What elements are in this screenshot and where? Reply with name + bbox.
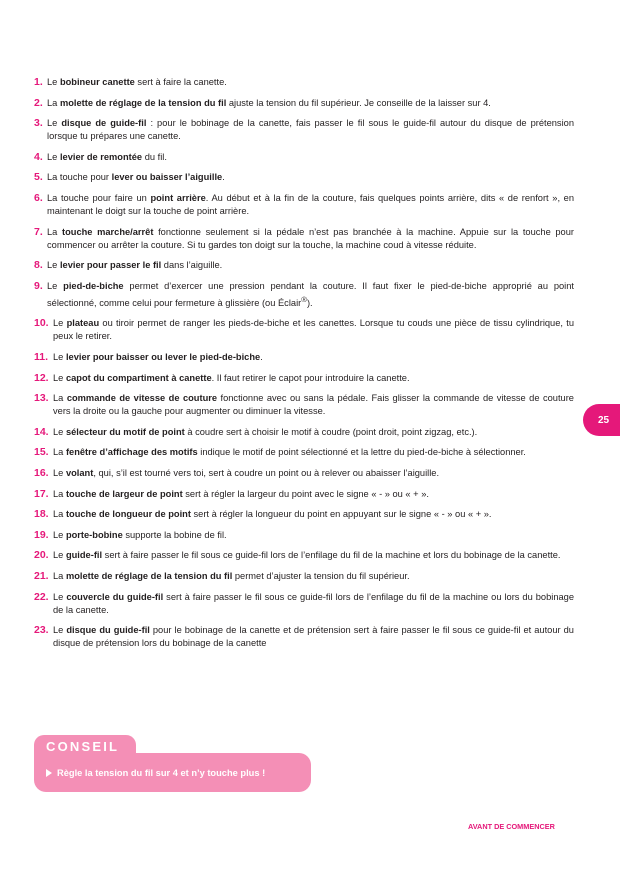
item-text: La molette de réglage de la tension du fil permet d’ajuster la tension du fil supérieur. <box>53 570 410 581</box>
item-number: 8. <box>34 259 43 272</box>
item-text: Le levier pour passer le fil dans l’aiguille. <box>47 260 223 271</box>
item-text: Le plateau ou tiroir permet de ranger les pieds-de-biche et les canettes. Lorsque tu couds une pièce de tissu cylindrique, tu peux le retirer. <box>53 318 574 342</box>
item-number: 14. <box>34 425 49 438</box>
item-number: 12. <box>34 371 49 384</box>
item-text: Le levier pour baisser ou lever le pied-de-biche. <box>53 352 263 363</box>
item-number: 10. <box>34 317 49 330</box>
item-text: Le sélecteur du motif de point à coudre sert à choisir le motif à coudre (point droit, point zigzag, etc.). <box>53 426 478 437</box>
item-number: 4. <box>34 150 43 163</box>
list-item <box>34 508 574 521</box>
item-text: Le disque de guide-fil : pour le bobinage de la canette, fais passer le fil sous le guide-fil autour du disque de prétension lorsque tu prépares une canette. <box>47 118 574 142</box>
item-number: 9. <box>34 279 43 292</box>
item-text: Le pied-de-biche permet d’exercer une pression pendant la couture. Il faut fixer le pied-de-biche approprié au point sélectionné, comme celui pour fermeture à glissière (ou Éclair®). <box>47 280 574 308</box>
item-text: Le couvercle du guide-fil sert à faire passer le fil sous ce guide-fil lors de l’enfilage du fil de la machine ou lors du bobinage de la canette. <box>53 591 574 615</box>
list-item <box>34 570 574 583</box>
item-text: La touche de largeur de point sert à régler la largeur du point avec le signe « - » ou « + ». <box>53 488 429 499</box>
item-text: Le porte-bobine supporte la bobine de fil. <box>53 529 227 540</box>
list-item <box>34 529 574 542</box>
item-text: La touche pour faire un point arrière. Au début et à la fin de la couture, fais quelques points arrière, dits « de renfort », en maintenant le doigt sur la touche de point arrière. <box>47 192 574 216</box>
list-item <box>34 97 574 110</box>
list-item <box>34 392 574 418</box>
item-text: Le volant, qui, s’il est tourné vers toi, sert à coudre un point ou à relever ou abaisser l’aiguille. <box>53 468 440 478</box>
item-text: Le disque du guide-fil pour le bobinage de la canette et de prétension sert à faire passer le fil sous ce guide-fil et autour du disque de prétension lors du bobinage de la canette <box>53 625 574 649</box>
list-item <box>34 549 574 562</box>
item-number: 21. <box>34 569 49 582</box>
list-item <box>34 117 574 143</box>
list-item <box>34 351 574 364</box>
item-number: 6. <box>34 191 43 204</box>
item-number: 17. <box>34 487 49 500</box>
section-footer: AVANT DE COMMENCER <box>468 822 555 831</box>
item-text: Le levier de remontée du fil. <box>47 151 167 162</box>
item-text: La touche pour lever ou baisser l’aiguille. <box>47 172 225 183</box>
list-item <box>34 467 574 480</box>
list-item <box>34 317 574 343</box>
list-item <box>34 488 574 501</box>
item-number: 22. <box>34 590 49 603</box>
item-number: 13. <box>34 392 49 405</box>
list-item <box>34 280 574 310</box>
item-text: Le capot du compartiment à canette. Il faut retirer le capot pour introduire la canette. <box>53 372 410 383</box>
list-item <box>34 624 574 650</box>
conseil-label: CONSEIL <box>34 735 136 757</box>
item-number: 20. <box>34 549 49 562</box>
item-number: 16. <box>34 467 49 479</box>
item-number: 7. <box>34 225 43 238</box>
item-number: 15. <box>34 446 49 459</box>
item-number: 1. <box>34 76 43 88</box>
parts-list <box>34 76 574 658</box>
arrow-right-icon <box>46 769 52 777</box>
list-item <box>34 259 574 272</box>
list-item <box>34 76 574 89</box>
item-text: La touche de longueur de point sert à régler la longueur du point en appuyant sur le signe « - » ou « + ». <box>53 509 492 520</box>
list-item <box>34 372 574 385</box>
item-text: La molette de réglage de la tension du fil ajuste la tension du fil supérieur. Je conseille de la laisser sur 4. <box>47 97 491 108</box>
item-number: 2. <box>34 96 43 109</box>
item-text: La fenêtre d’affichage des motifs indique le motif de point sélectionné et la lettre du pied-de-biche à sélectionner. <box>53 447 526 458</box>
list-item <box>34 151 574 164</box>
item-number: 19. <box>34 528 49 541</box>
page-number-tab <box>583 404 620 436</box>
list-item <box>34 226 574 252</box>
item-number: 18. <box>34 508 49 521</box>
item-number: 5. <box>34 171 43 184</box>
list-item <box>34 426 574 439</box>
list-item <box>34 446 574 459</box>
item-text: Le bobineur canette sert à faire la canette. <box>47 77 227 87</box>
list-item <box>34 192 574 218</box>
item-text: Le guide-fil sert à faire passer le fil sous ce guide-fil lors de l’enfilage du fil de la machine et lors du bobinage de la canette. <box>53 550 561 561</box>
item-text: La commande de vitesse de couture fonctionne avec ou sans la pédale. Fais glisser la commande de vitesse de couture vers la droite ou la gauche pour augmenter ou diminuer la vitesse. <box>53 393 574 417</box>
conseil-box <box>34 753 311 792</box>
item-number: 11. <box>34 351 49 364</box>
item-text: La touche marche/arrêt fonctionne seulement si la pédale n’est pas branchée à la machine. Appuie sur la touche pour commencer ou arrêter la couture. Si tu gardes ton doigt sur la touche, la machine coud à vitesse réduite. <box>47 226 574 250</box>
item-number: 3. <box>34 117 43 130</box>
list-item <box>34 591 574 617</box>
list-item <box>34 171 574 184</box>
page-number: 25 <box>597 414 610 426</box>
item-number: 23. <box>34 624 49 637</box>
conseil-text: Règle la tension du fil sur 4 et n’y touche plus ! <box>57 767 266 778</box>
